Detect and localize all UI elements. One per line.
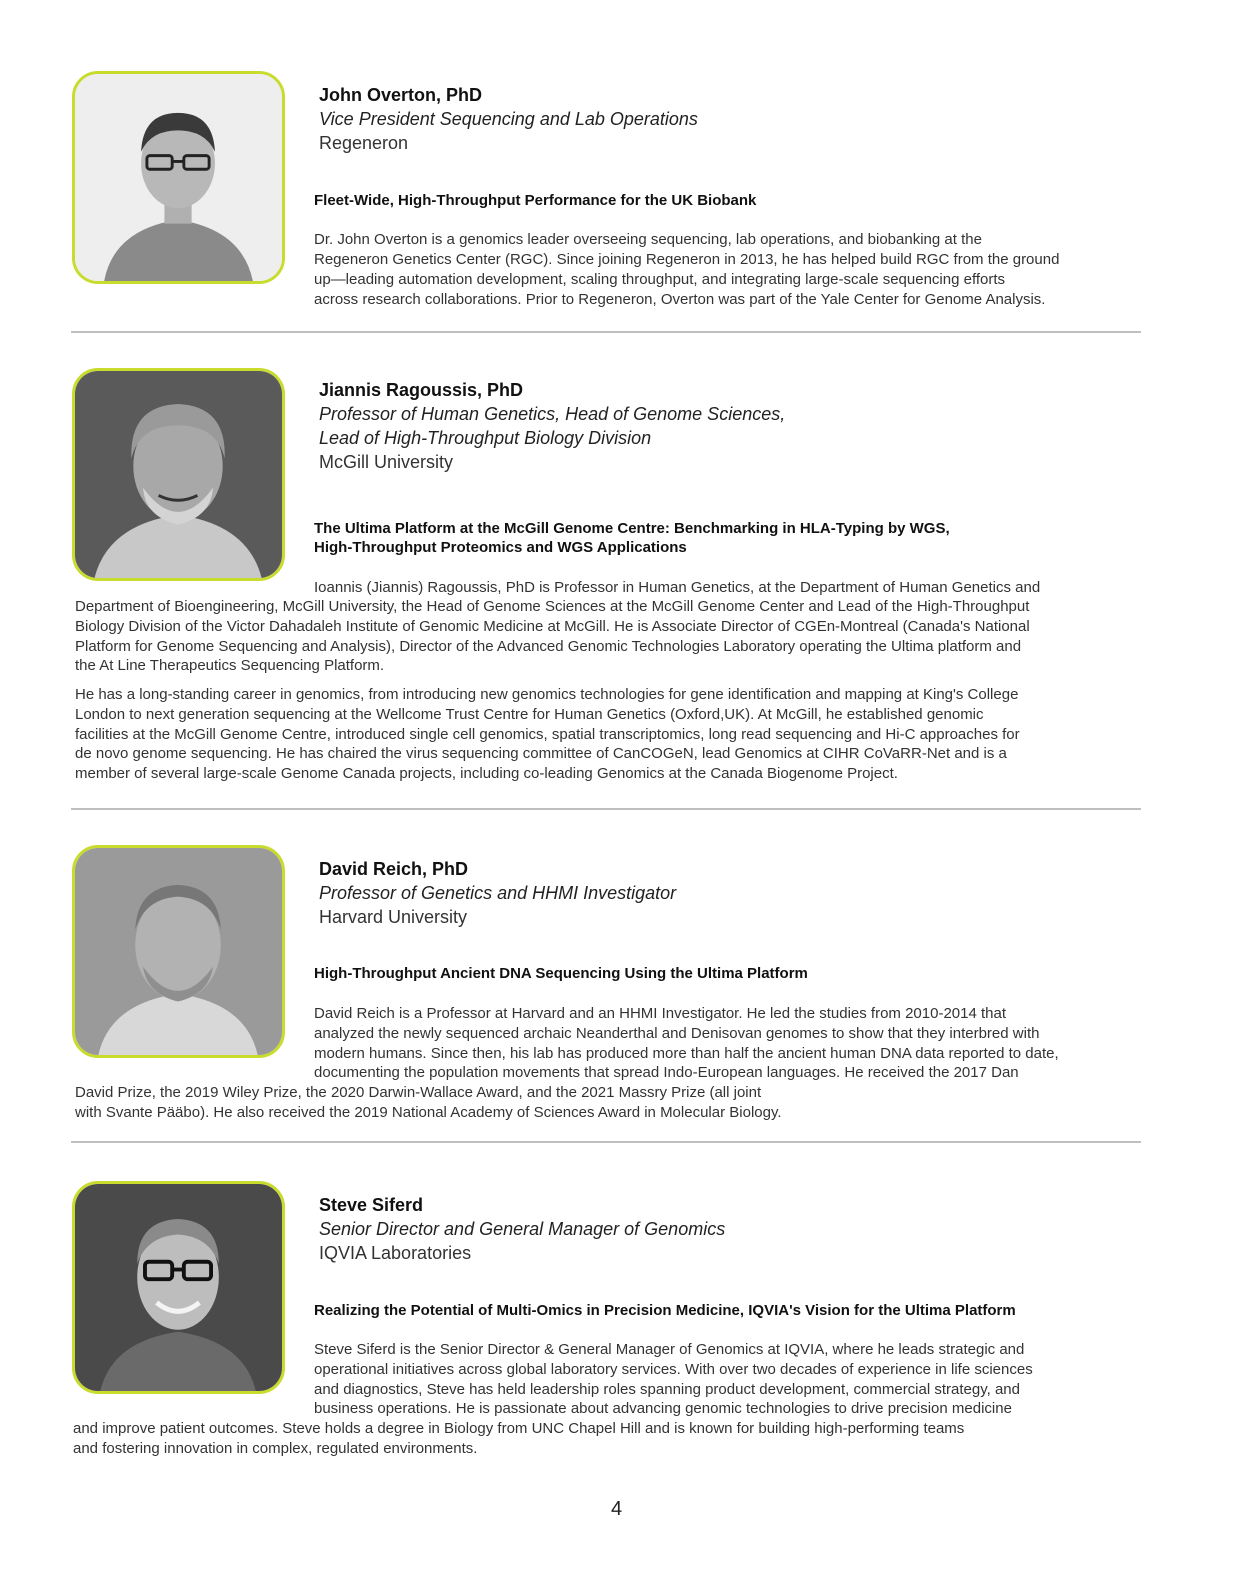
speaker-photo xyxy=(72,845,285,1058)
bio-line: facilities at the McGill Genome Centre, introduced single cell genomics, spatial transcriptomics, long read sequencing and Hi-C approaches for xyxy=(75,726,1020,743)
speaker-organization: McGill University xyxy=(319,452,454,472)
bio-line: member of several large-scale Genome Canada projects, including co-leading Genomics at the Canada Biogenome Project. xyxy=(75,765,898,782)
speaker-name: Jiannis Ragoussis, PhD xyxy=(319,380,524,400)
bio-line: David Prize, the 2019 Wiley Prize, the 2020 Darwin-Wallace Award, and the 2021 Massry Prize (all joint xyxy=(75,1084,762,1101)
talk-title: High-Throughput Proteomics and WGS Applications xyxy=(314,539,687,556)
bio-line: de novo genome sequencing. He has chaired the virus sequencing committee of CanCOGeN, lead Genomics at CIHR CoVaRR-Net and is a xyxy=(75,745,1007,762)
bio-line: Regeneron Genetics Center (RGC). Since joining Regeneron in 2013, he has helped build RGC from the ground xyxy=(314,251,1060,268)
bio-line: London to next generation sequencing at the Wellcome Trust Centre for Human Genetics (Oxford,UK). At McGill, he established genomic xyxy=(75,706,984,723)
speaker-photo xyxy=(72,368,285,581)
portrait-icon xyxy=(75,848,282,1055)
bio-line: up—leading automation development, scaling throughput, and integrating large-scale sequencing efforts xyxy=(314,271,1006,288)
bio-line: David Reich is a Professor at Harvard and an HHMI Investigator. He led the studies from 2010-2014 that xyxy=(314,1005,1007,1022)
speaker-photo xyxy=(72,71,285,284)
speaker-role: Professor of Human Genetics, Head of Genome Sciences, xyxy=(319,404,786,424)
talk-title: The Ultima Platform at the McGill Genome Centre: Benchmarking in HLA-Typing by WGS, xyxy=(314,520,950,537)
section-divider xyxy=(71,808,1141,810)
speaker-organization: Harvard University xyxy=(319,907,468,927)
talk-title: High-Throughput Ancient DNA Sequencing Using the Ultima Platform xyxy=(314,965,808,982)
bio-line: and diagnostics, Steve has held leadership roles spanning product development, commercial strategy, and xyxy=(314,1381,1020,1398)
page-number: 4 xyxy=(610,1498,623,1520)
bio-line: operational initiatives across global laboratory services. With over two decades of experience in life sciences xyxy=(314,1361,1033,1378)
bio-line: with Svante Pääbo). He also received the 2019 National Academy of Sciences Award in Molecular Biology. xyxy=(75,1104,782,1121)
speaker-name: David Reich, PhD xyxy=(319,859,469,879)
bio-line: documenting the population movements that spread Indo-European languages. He received the 2017 Dan xyxy=(314,1064,1019,1081)
speaker-role: Lead of High-Throughput Biology Division xyxy=(319,428,652,448)
portrait-icon xyxy=(75,1184,282,1391)
speaker-name: Steve Siferd xyxy=(319,1195,424,1215)
bio-line: Ioannis (Jiannis) Ragoussis, PhD is Professor in Human Genetics, at the Department of Human Genetics and xyxy=(314,579,1041,596)
section-divider xyxy=(71,331,1141,333)
bio-line: Platform for Genome Sequencing and Analysis), Director of the Advanced Genomic Technologies Laboratory operating the Ultima platform and xyxy=(75,638,1022,655)
portrait-icon xyxy=(75,371,282,578)
bio-line: business operations. He is passionate about advancing genomic technologies to drive precision medicine xyxy=(314,1400,1012,1417)
bio-line: Steve Siferd is the Senior Director & General Manager of Genomics at IQVIA, where he leads strategic and xyxy=(314,1341,1025,1358)
bio-line: Biology Division of the Victor Dahadaleh Institute of Genomic Medicine at McGill. He is Associate Director of CGEn-Montreal (Canada's National xyxy=(75,618,1030,635)
speaker-role: Professor of Genetics and HHMI Investigator xyxy=(319,883,677,903)
portrait-icon xyxy=(75,74,282,281)
speaker-organization: IQVIA Laboratories xyxy=(319,1243,472,1263)
section-divider xyxy=(71,1141,1141,1143)
bio-line: analyzed the newly sequenced archaic Neanderthal and Denisovan genomes to show that they interbred with xyxy=(314,1025,1040,1042)
speaker-organization: Regeneron xyxy=(319,133,409,153)
speaker-name: John Overton, PhD xyxy=(319,85,483,105)
bio-line: and fostering innovation in complex, regulated environments. xyxy=(73,1440,478,1457)
talk-title: Realizing the Potential of Multi-Omics in Precision Medicine, IQVIA's Vision for the Ultima Platform xyxy=(314,1302,1016,1319)
speaker-photo xyxy=(72,1181,285,1394)
bio-line: Dr. John Overton is a genomics leader overseeing sequencing, lab operations, and biobanking at the xyxy=(314,231,982,248)
speaker-role: Senior Director and General Manager of Genomics xyxy=(319,1219,726,1239)
talk-title: Fleet-Wide, High-Throughput Performance for the UK Biobank xyxy=(314,192,757,209)
speaker-role: Vice President Sequencing and Lab Operations xyxy=(319,109,698,129)
bio-line: and improve patient outcomes. Steve holds a degree in Biology from UNC Chapel Hill and is known for building high-performing teams xyxy=(73,1420,965,1437)
bio-line: across research collaborations. Prior to Regeneron, Overton was part of the Yale Center for Genome Analysis. xyxy=(314,291,1046,308)
bio-line: the At Line Therapeutics Sequencing Platform. xyxy=(75,657,385,674)
bio-line: Department of Bioengineering, McGill University, the Head of Genome Sciences at the McGill Genome Center and Lead of the High-Throughput xyxy=(75,598,1030,615)
bio-line: modern humans. Since then, his lab has produced more than half the ancient human DNA data reported to date, xyxy=(314,1045,1059,1062)
bio-line: He has a long-standing career in genomics, from introducing new genomics technologies for gene identification and mapping at King's College xyxy=(75,686,1019,703)
